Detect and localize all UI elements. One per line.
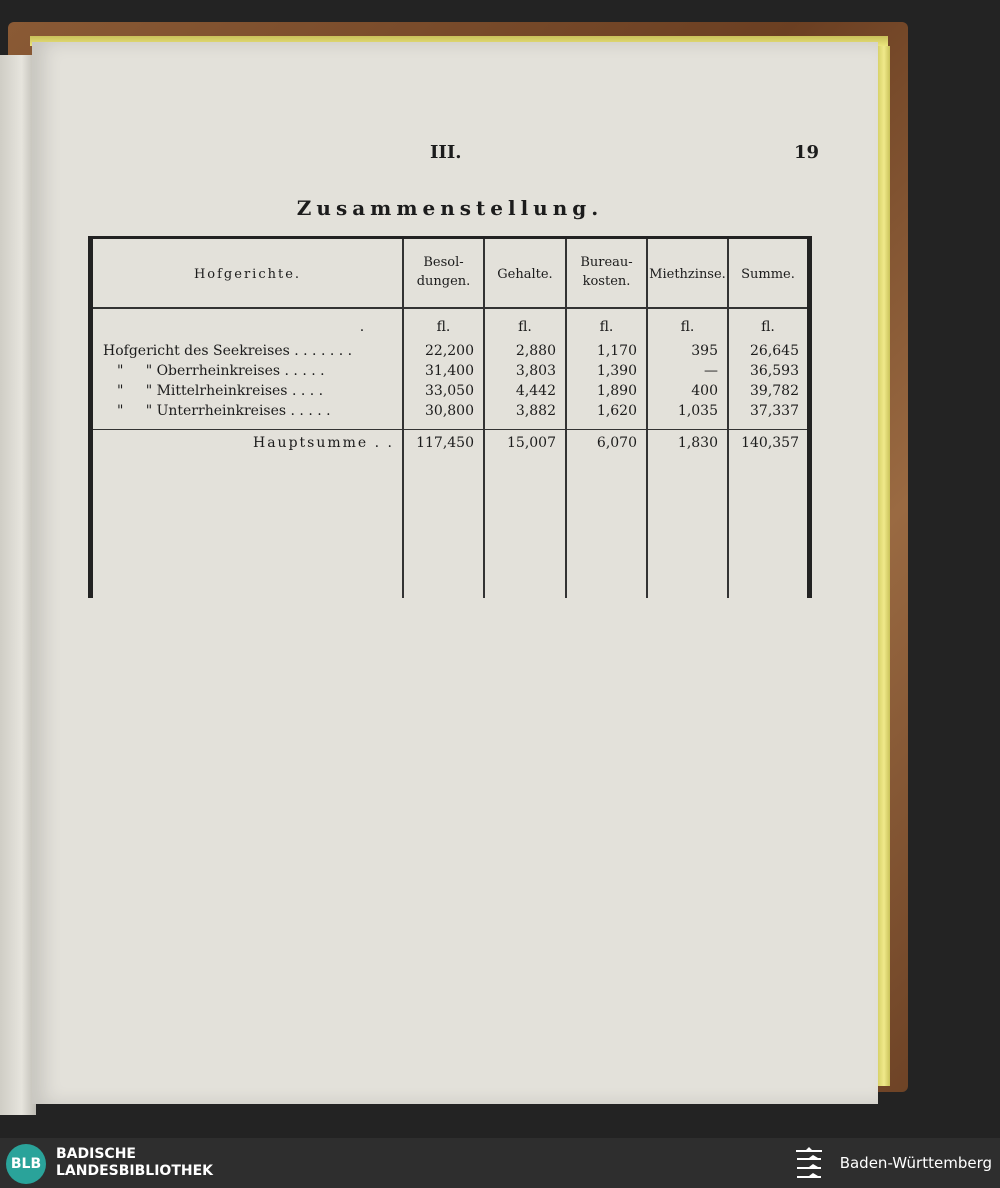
table-cell: 400: [691, 383, 718, 399]
table-cell: 1,620: [596, 403, 637, 419]
table-cell: 2,880: [515, 343, 556, 359]
row-label: " " Unterrheinkreises . . . . .: [117, 403, 331, 419]
unit-label: fl.: [599, 319, 614, 335]
total-cell: 117,450: [416, 435, 474, 451]
page-title: Zusammenstellung.: [296, 196, 604, 220]
table-cell: 33,050: [425, 383, 474, 399]
blb-logo[interactable]: BLB: [6, 1144, 46, 1184]
unit-marker: .: [359, 319, 365, 335]
table-cell: 3,803: [515, 363, 556, 379]
table-cell: 22,200: [425, 343, 474, 359]
column-header-sum: Summe.: [741, 267, 795, 282]
unit-label: fl.: [680, 319, 695, 335]
row-label: Hofgericht des Seekreises . . . . . . .: [103, 343, 353, 359]
row-label: " " Mittelrheinkreises . . . .: [117, 383, 324, 399]
unit-label: fl.: [761, 319, 775, 335]
column-header-courts: Hofgerichte.: [193, 267, 302, 282]
viewer-footer: [0, 1138, 1000, 1188]
library-name[interactable]: [56, 1146, 213, 1180]
row-label: " " Oberrheinkreises . . . . .: [117, 363, 325, 379]
table-cell: 1,890: [596, 383, 637, 399]
column-header-wages: Gehalte.: [497, 267, 553, 282]
unit-label: fl.: [436, 319, 451, 335]
table-cell: 26,645: [750, 343, 799, 359]
total-cell: 140,357: [741, 435, 799, 451]
page-number: 19: [794, 142, 820, 163]
table-cell: 395: [691, 343, 718, 359]
table-cell: 36,593: [750, 363, 799, 379]
summary-table: [88, 236, 812, 598]
total-rule: [93, 429, 807, 430]
total-cell: 6,070: [596, 435, 637, 451]
lion-crest-icon: [794, 1146, 824, 1180]
section-number: III.: [430, 142, 462, 163]
table-cell: 1,035: [677, 403, 718, 419]
header-rule: [93, 307, 807, 309]
table-cell: 37,337: [750, 403, 799, 419]
table-cell: 3,882: [515, 403, 556, 419]
total-cell: 1,830: [677, 435, 718, 451]
table-cell: 1,170: [596, 343, 637, 359]
column-header-office-costs: Bureau- kosten.: [580, 255, 633, 289]
table-cell: 4,442: [515, 383, 556, 399]
column-header-salaries: Besol- dungen.: [416, 255, 471, 289]
state-name[interactable]: Baden-Württemberg: [839, 1154, 992, 1172]
column-header-rents: Miethzinse.: [649, 267, 726, 282]
table-cell: 31,400: [425, 363, 474, 379]
table-cell: —: [704, 363, 718, 379]
total-cell: 15,007: [507, 435, 556, 451]
table-cell: 39,782: [750, 383, 799, 399]
table-cell: 30,800: [425, 403, 474, 419]
unit-label: fl.: [518, 319, 532, 335]
library-name-line2: LANDESBIBLIOTHEK: [56, 1163, 214, 1179]
total-label: Hauptsumme . .: [253, 435, 394, 451]
table-cell: 1,390: [596, 363, 637, 379]
library-name-line1: BADISCHE: [56, 1146, 136, 1162]
